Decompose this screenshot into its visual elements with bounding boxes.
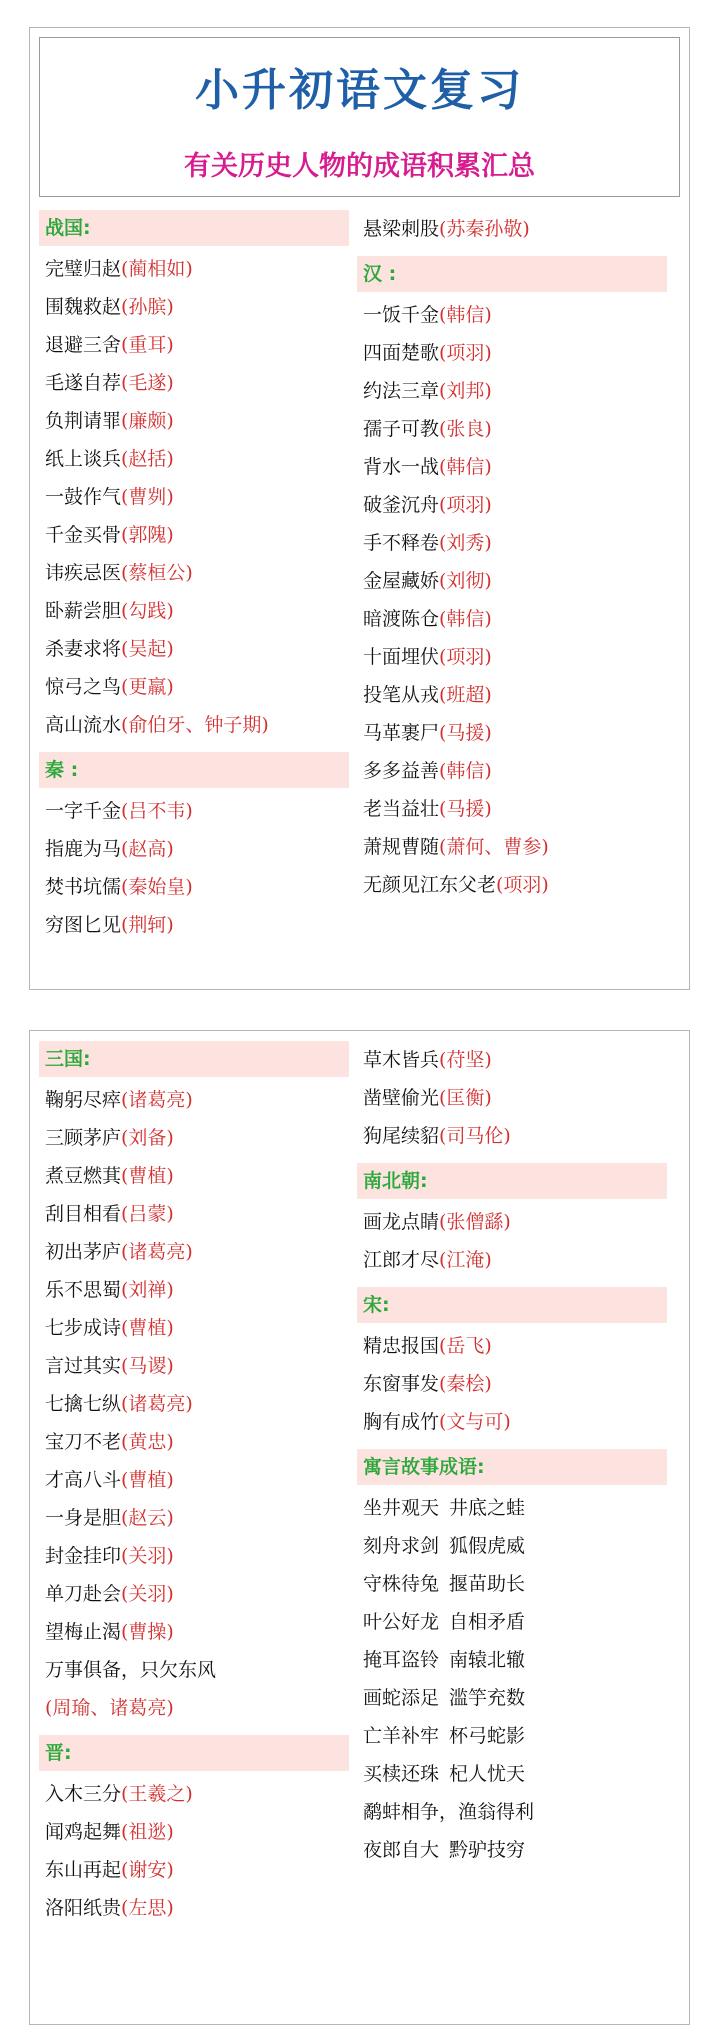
idiom-text: 黔驴技穷 bbox=[449, 1839, 526, 1861]
idiom-text: 一鼓作气 bbox=[45, 486, 122, 508]
list-item bbox=[39, 364, 349, 402]
person-name: (曹操) bbox=[121, 1621, 174, 1643]
list-item bbox=[39, 440, 349, 478]
idiom-text: 无颜见江东父老 bbox=[363, 874, 497, 896]
person-name: (项羽) bbox=[439, 342, 492, 364]
idiom-text: 刻舟求剑 bbox=[363, 1535, 440, 1557]
idiom-text: 万事俱备，只欠东风 bbox=[45, 1659, 217, 1681]
list-item bbox=[39, 1309, 349, 1347]
idiom-text: 投笔从戎 bbox=[363, 684, 440, 706]
idiom-text: 草木皆兵 bbox=[363, 1049, 440, 1071]
idiom-text: 鹬蚌相争，渔翁得利 bbox=[363, 1801, 535, 1823]
list-item bbox=[357, 410, 667, 448]
list-item bbox=[357, 448, 667, 486]
list-item bbox=[357, 524, 667, 562]
idiom-text: 煮豆燃萁 bbox=[45, 1165, 122, 1187]
idiom-text: 宝刀不老 bbox=[45, 1431, 122, 1453]
list-item bbox=[357, 1365, 667, 1403]
idiom-text: 精忠报国 bbox=[363, 1335, 440, 1357]
idiom-text: 夜郎自大 bbox=[363, 1839, 440, 1861]
list-item bbox=[39, 1537, 349, 1575]
fable-row bbox=[357, 1679, 667, 1717]
list-item bbox=[39, 592, 349, 630]
list-item bbox=[357, 752, 667, 790]
person-name: (蔺相如) bbox=[121, 258, 193, 280]
list-item bbox=[357, 1203, 667, 1241]
idiom-text: 高山流水 bbox=[45, 714, 122, 736]
panel-top bbox=[29, 27, 690, 990]
person-name: (赵高) bbox=[121, 838, 174, 860]
list-item bbox=[357, 828, 667, 866]
idiom-text: 穷图匕见 bbox=[45, 914, 122, 936]
fable-row bbox=[357, 1603, 667, 1641]
list-misc-bottom bbox=[357, 1041, 667, 1155]
list-item bbox=[357, 1117, 667, 1155]
list-item bbox=[39, 402, 349, 440]
idiom-text: 初出茅庐 bbox=[45, 1241, 122, 1263]
idiom-text: 毛遂自荐 bbox=[45, 372, 122, 394]
idiom-text: 一字千金 bbox=[45, 800, 122, 822]
list-item-long-person bbox=[39, 1689, 349, 1727]
idiom-text: 围魏救赵 bbox=[45, 296, 122, 318]
fable-row bbox=[357, 1489, 667, 1527]
person-name: (廉颇) bbox=[121, 410, 174, 432]
section-header-sanguo: 三国: bbox=[39, 1041, 349, 1077]
person-name: (刘禅) bbox=[121, 1279, 174, 1301]
idiom-text: 揠苗助长 bbox=[449, 1573, 526, 1595]
person-name: (江淹) bbox=[439, 1249, 492, 1271]
person-name: (文与可) bbox=[439, 1411, 511, 1433]
list-song bbox=[357, 1327, 667, 1441]
list-item bbox=[357, 210, 667, 248]
person-name: (王羲之) bbox=[121, 1783, 193, 1805]
list-item bbox=[357, 714, 667, 752]
list-item bbox=[357, 1241, 667, 1279]
idiom-text: 杯弓蛇影 bbox=[449, 1725, 526, 1747]
idiom-text: 洛阳纸贵 bbox=[45, 1897, 122, 1919]
column-left-top bbox=[39, 210, 349, 944]
list-item bbox=[39, 868, 349, 906]
idiom-text: 守株待兔 bbox=[363, 1573, 440, 1595]
list-item bbox=[39, 1081, 349, 1119]
person-name: (项羽) bbox=[439, 494, 492, 516]
idiom-text: 狐假虎威 bbox=[449, 1535, 526, 1557]
idiom-text: 金屋藏娇 bbox=[363, 570, 440, 592]
fable-row bbox=[357, 1641, 667, 1679]
person-name: (曹植) bbox=[121, 1317, 174, 1339]
idiom-text: 四面楚歌 bbox=[363, 342, 440, 364]
idiom-text: 讳疾忌医 bbox=[45, 562, 122, 584]
list-item bbox=[39, 1119, 349, 1157]
person-name: (马援) bbox=[439, 722, 492, 744]
person-name: (曹植) bbox=[121, 1469, 174, 1491]
person-name: (周瑜、诸葛亮) bbox=[45, 1697, 174, 1719]
list-item bbox=[357, 296, 667, 334]
list-item bbox=[39, 1813, 349, 1851]
list-item bbox=[39, 1347, 349, 1385]
list-item bbox=[39, 1775, 349, 1813]
person-name: (吴起) bbox=[121, 638, 174, 660]
list-item bbox=[39, 1423, 349, 1461]
idiom-text: 三顾茅庐 bbox=[45, 1127, 122, 1149]
list-item bbox=[357, 866, 667, 904]
section-header-fable: 寓言故事成语: bbox=[357, 1449, 667, 1485]
idiom-text: 悬梁刺股 bbox=[363, 218, 440, 240]
person-name: (韩信) bbox=[439, 456, 492, 478]
person-name: (萧何、曹参) bbox=[439, 836, 549, 858]
person-name: (诸葛亮) bbox=[121, 1089, 193, 1111]
idiom-text: 掩耳盗铃 bbox=[363, 1649, 440, 1671]
idiom-text: 南辕北辙 bbox=[449, 1649, 526, 1671]
person-name: (韩信) bbox=[439, 608, 492, 630]
list-item bbox=[39, 554, 349, 592]
list-item bbox=[357, 638, 667, 676]
list-item bbox=[39, 630, 349, 668]
list-item bbox=[39, 1889, 349, 1927]
list-item bbox=[357, 790, 667, 828]
list-item bbox=[357, 562, 667, 600]
column-right-bottom bbox=[357, 1041, 667, 1869]
section-header-song: 宋: bbox=[357, 1287, 667, 1323]
idiom-text: 七步成诗 bbox=[45, 1317, 122, 1339]
idiom-text: 约法三章 bbox=[363, 380, 440, 402]
idiom-text: 狗尾续貂 bbox=[363, 1125, 440, 1147]
person-name: (刘邦) bbox=[439, 380, 492, 402]
idiom-text: 东山再起 bbox=[45, 1859, 122, 1881]
person-name: (谢安) bbox=[121, 1859, 174, 1881]
list-item bbox=[39, 516, 349, 554]
fable-row bbox=[357, 1527, 667, 1565]
idiom-text: 纸上谈兵 bbox=[45, 448, 122, 470]
person-name: (俞伯牙、钟子期) bbox=[121, 714, 269, 736]
person-name: (郭隗) bbox=[121, 524, 174, 546]
list-item bbox=[39, 1271, 349, 1309]
person-name: (毛遂) bbox=[121, 372, 174, 394]
list-item bbox=[39, 1233, 349, 1271]
fable-row bbox=[357, 1755, 667, 1793]
fable-row-wide bbox=[357, 1793, 667, 1831]
idiom-text: 一饭千金 bbox=[363, 304, 440, 326]
idiom-text: 孺子可教 bbox=[363, 418, 440, 440]
idiom-text: 滥竽充数 bbox=[449, 1687, 526, 1709]
person-name: (曹植) bbox=[121, 1165, 174, 1187]
idiom-text: 一身是胆 bbox=[45, 1507, 122, 1529]
column-left-bottom bbox=[39, 1041, 349, 1927]
fable-row bbox=[357, 1717, 667, 1755]
person-name: (曹刿) bbox=[121, 486, 174, 508]
person-name: (左思) bbox=[121, 1897, 174, 1919]
list-item bbox=[357, 1041, 667, 1079]
list-item bbox=[357, 1079, 667, 1117]
person-name: (吕蒙) bbox=[121, 1203, 174, 1225]
idiom-text: 七擒七纵 bbox=[45, 1393, 122, 1415]
list-han bbox=[357, 296, 667, 904]
idiom-text: 背水一战 bbox=[363, 456, 440, 478]
idiom-text: 卧薪尝胆 bbox=[45, 600, 122, 622]
section-header-nanbeichao: 南北朝: bbox=[357, 1163, 667, 1199]
idiom-text: 暗渡陈仓 bbox=[363, 608, 440, 630]
person-name: (诸葛亮) bbox=[121, 1393, 193, 1415]
person-name: (秦始皇) bbox=[121, 876, 193, 898]
list-sanguo bbox=[39, 1081, 349, 1651]
list-item bbox=[39, 288, 349, 326]
idiom-text: 马革裹尸 bbox=[363, 722, 440, 744]
idiom-text: 望梅止渴 bbox=[45, 1621, 122, 1643]
person-name: (韩信) bbox=[439, 760, 492, 782]
section-header-jin: 晋: bbox=[39, 1735, 349, 1771]
person-name: (项羽) bbox=[496, 874, 549, 896]
idiom-text: 封金挂印 bbox=[45, 1545, 122, 1567]
person-name: (岳飞) bbox=[439, 1335, 492, 1357]
idiom-text: 东窗事发 bbox=[363, 1373, 440, 1395]
list-item bbox=[39, 668, 349, 706]
idiom-text: 完璧归赵 bbox=[45, 258, 122, 280]
list-item bbox=[39, 1195, 349, 1233]
list-item bbox=[39, 1385, 349, 1423]
person-name: (更羸) bbox=[121, 676, 174, 698]
list-item bbox=[357, 372, 667, 410]
idiom-text: 闻鸡起舞 bbox=[45, 1821, 122, 1843]
idiom-text: 多多益善 bbox=[363, 760, 440, 782]
list-item bbox=[357, 1327, 667, 1365]
list-nanbeichao bbox=[357, 1203, 667, 1279]
person-name: (孙膑) bbox=[121, 296, 174, 318]
list-item bbox=[357, 600, 667, 638]
list-misc-top bbox=[357, 210, 667, 248]
page-subtitle: 有关历史人物的成语积累汇总 bbox=[184, 151, 535, 182]
idiom-text: 井底之蛙 bbox=[449, 1497, 526, 1519]
list-item bbox=[357, 1403, 667, 1441]
list-item bbox=[39, 1851, 349, 1889]
idiom-text: 千金买骨 bbox=[45, 524, 122, 546]
list-item bbox=[39, 1613, 349, 1651]
idiom-text: 自相矛盾 bbox=[449, 1611, 526, 1633]
idiom-text: 负荆请罪 bbox=[45, 410, 122, 432]
person-name: (勾践) bbox=[121, 600, 174, 622]
idiom-text: 杀妻求将 bbox=[45, 638, 122, 660]
person-name: (赵云) bbox=[121, 1507, 174, 1529]
person-name: (匡衡) bbox=[439, 1087, 492, 1109]
person-name: (吕不韦) bbox=[121, 800, 193, 822]
fable-row bbox=[357, 1565, 667, 1603]
list-item bbox=[39, 906, 349, 944]
person-name: (诸葛亮) bbox=[121, 1241, 193, 1263]
list-item bbox=[357, 676, 667, 714]
person-name: (司马伦) bbox=[439, 1125, 511, 1147]
list-item bbox=[39, 830, 349, 868]
idiom-text: 画蛇添足 bbox=[363, 1687, 440, 1709]
idiom-text: 刮目相看 bbox=[45, 1203, 122, 1225]
person-name: (刘秀) bbox=[439, 532, 492, 554]
person-name: (刘彻) bbox=[439, 570, 492, 592]
idiom-text: 老当益壮 bbox=[363, 798, 440, 820]
person-name: (马谡) bbox=[121, 1355, 174, 1377]
title-box bbox=[39, 37, 680, 197]
idiom-text: 焚书坑儒 bbox=[45, 876, 122, 898]
idiom-text: 杞人忧天 bbox=[449, 1763, 526, 1785]
list-item bbox=[357, 486, 667, 524]
person-name: (关羽) bbox=[121, 1583, 174, 1605]
person-name: (苏秦孙敬) bbox=[439, 218, 530, 240]
person-name: (秦桧) bbox=[439, 1373, 492, 1395]
list-jin bbox=[39, 1775, 349, 1927]
list-item bbox=[357, 334, 667, 372]
panel-bottom bbox=[29, 1030, 690, 2025]
list-item bbox=[39, 478, 349, 516]
person-name: (张良) bbox=[439, 418, 492, 440]
list-item bbox=[39, 706, 349, 744]
person-name: (苻坚) bbox=[439, 1049, 492, 1071]
idiom-text: 叶公好龙 bbox=[363, 1611, 440, 1633]
list-item bbox=[39, 250, 349, 288]
idiom-text: 指鹿为马 bbox=[45, 838, 122, 860]
list-qin bbox=[39, 792, 349, 944]
idiom-text: 坐井观天 bbox=[363, 1497, 440, 1519]
idiom-text: 单刀赴会 bbox=[45, 1583, 122, 1605]
idiom-text: 才高八斗 bbox=[45, 1469, 122, 1491]
idiom-text: 画龙点睛 bbox=[363, 1211, 440, 1233]
idiom-text: 胸有成竹 bbox=[363, 1411, 440, 1433]
person-name: (关羽) bbox=[121, 1545, 174, 1567]
person-name: (黄忠) bbox=[121, 1431, 174, 1453]
list-item bbox=[39, 1499, 349, 1537]
list-item bbox=[39, 792, 349, 830]
person-name: (重耳) bbox=[121, 334, 174, 356]
list-item bbox=[39, 1575, 349, 1613]
page-title: 小升初语文复习 bbox=[195, 65, 524, 116]
list-item bbox=[39, 1461, 349, 1499]
idiom-text: 破釜沉舟 bbox=[363, 494, 440, 516]
person-name: (祖逖) bbox=[121, 1821, 174, 1843]
list-item bbox=[39, 326, 349, 364]
idiom-text: 十面埋伏 bbox=[363, 646, 440, 668]
idiom-text: 手不释卷 bbox=[363, 532, 440, 554]
person-name: (赵括) bbox=[121, 448, 174, 470]
person-name: (班超) bbox=[439, 684, 492, 706]
idiom-text: 萧规曹随 bbox=[363, 836, 440, 858]
idiom-text: 江郎才尽 bbox=[363, 1249, 440, 1271]
fable-row-last bbox=[357, 1831, 667, 1869]
person-name: (项羽) bbox=[439, 646, 492, 668]
person-name: (韩信) bbox=[439, 304, 492, 326]
person-name: (张僧繇) bbox=[439, 1211, 511, 1233]
idiom-text: 惊弓之鸟 bbox=[45, 676, 122, 698]
list-item bbox=[39, 1157, 349, 1195]
person-name: (蔡桓公) bbox=[121, 562, 193, 584]
idiom-text: 鞠躬尽瘁 bbox=[45, 1089, 122, 1111]
idiom-text: 乐不思蜀 bbox=[45, 1279, 122, 1301]
idiom-text: 退避三舍 bbox=[45, 334, 122, 356]
idiom-text: 买椟还珠 bbox=[363, 1763, 440, 1785]
person-name: (荆轲) bbox=[121, 914, 174, 936]
column-right-top bbox=[357, 210, 667, 904]
list-zhanguo bbox=[39, 250, 349, 744]
idiom-text: 凿壁偷光 bbox=[363, 1087, 440, 1109]
list-item-long bbox=[39, 1651, 349, 1689]
idiom-text: 言过其实 bbox=[45, 1355, 122, 1377]
idiom-text: 亡羊补牢 bbox=[363, 1725, 440, 1747]
person-name: (马援) bbox=[439, 798, 492, 820]
list-fable bbox=[357, 1489, 667, 1793]
section-header-zhanguo: 战国: bbox=[39, 210, 349, 246]
idiom-text: 入木三分 bbox=[45, 1783, 122, 1805]
section-header-qin: 秦 : bbox=[39, 752, 349, 788]
person-name: (刘备) bbox=[121, 1127, 174, 1149]
section-header-han: 汉 : bbox=[357, 256, 667, 292]
